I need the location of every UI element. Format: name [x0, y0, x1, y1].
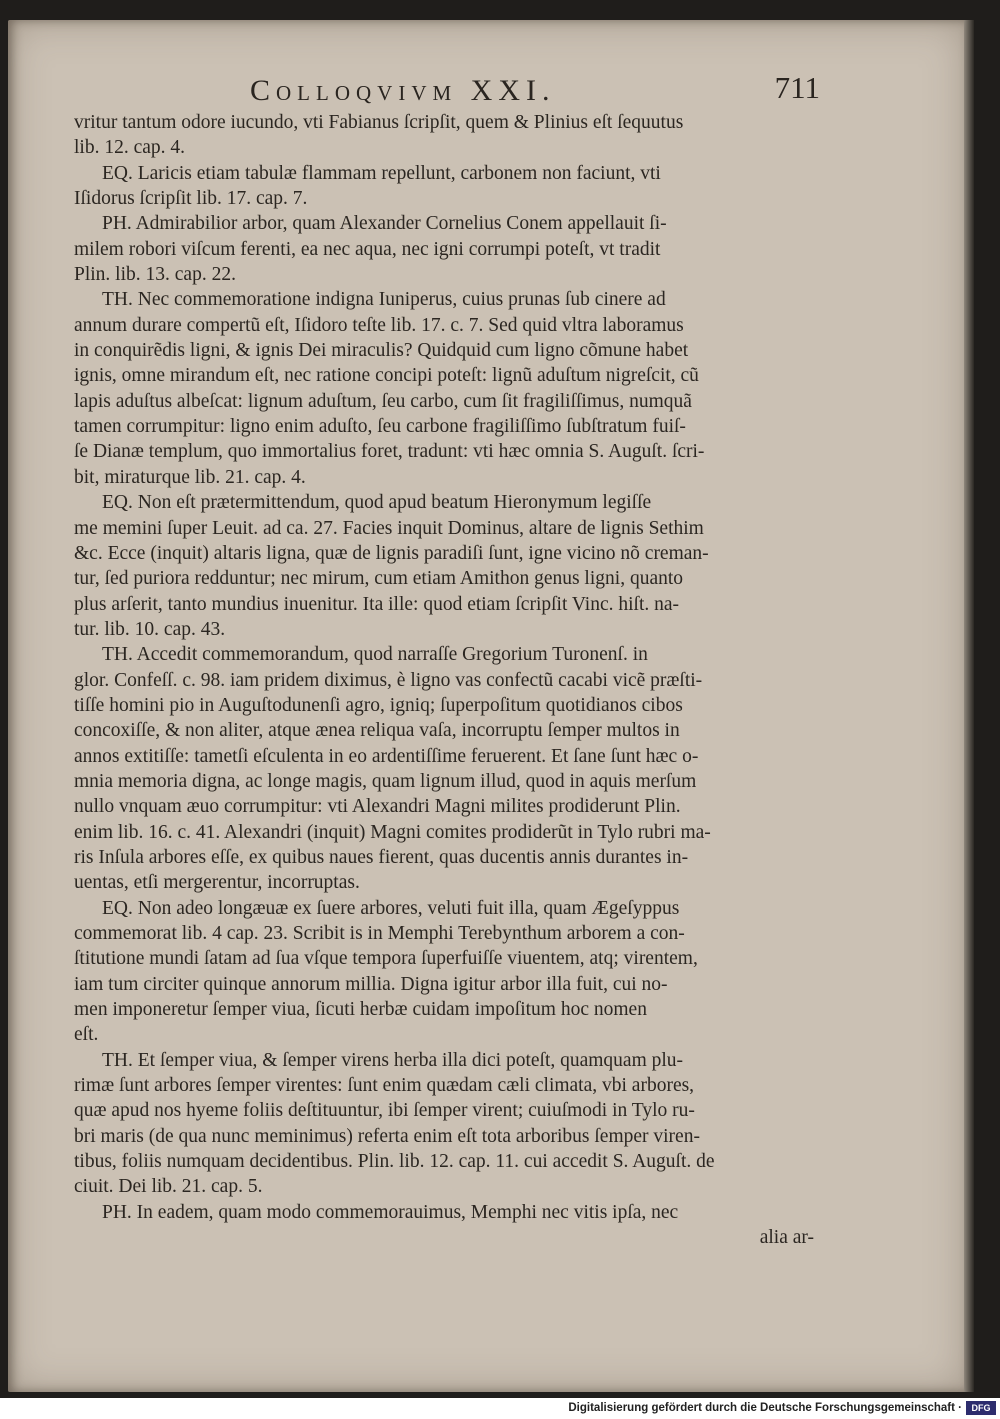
text-line: Plin. lib. 13. cap. 22. — [74, 264, 236, 286]
text-line: lapis aduſtus albeſcat: lignum aduſtum, ſeu carbo, cum ſit fragiliſſimus, numquã — [74, 390, 692, 412]
text-line: in conquirẽdis ligni, & ignis Dei miraculis? Quidquid cum ligno cõmune habet — [74, 340, 689, 362]
text-line: eſt. — [74, 1024, 99, 1046]
text-line: Iſidorus ſcripſit lib. 17. cap. 7. — [74, 188, 308, 210]
text-line: EQ. Non eſt prætermittendum, quod apud beatum Hieronymum legiſſe — [102, 492, 652, 514]
text-line: me memini ſuper Leuit. ad ca. 27. Facies inquit Dominus, altare de lignis Sethim — [74, 517, 704, 539]
text-line: TH. Nec commemoratione indigna Iuniperus, cuius prunas ſub cinere ad — [102, 289, 666, 311]
text-line: quæ apud nos hyeme foliis deſtituuntur, ibi ſemper virent; cuiuſmodi in Tylo ru- — [74, 1100, 695, 1122]
text-line: tur. lib. 10. cap. 43. — [74, 618, 226, 640]
text-line: annos extitiſſe: tametſi eſculenta in eo ardentiſſime feruerent. Et ſane ſunt hæc o- — [74, 745, 699, 767]
text-line: iam tum circiter quinque annorum millia. Digna igitur arbor illa fuit, cui no- — [74, 973, 668, 995]
funding-credit: Digitalisierung gefördert durch die Deutsche Forschungsgemeinschaft · — [568, 1402, 962, 1414]
text-line: TH. Et ſemper viua, & ſemper virens herba illa dici poteſt, quamquam plu- — [102, 1049, 684, 1071]
page-edge — [964, 20, 974, 1392]
text-line: PH. Admirabilior arbor, quam Alexander Cornelius Conem appellauit ſi- — [102, 213, 667, 235]
text-line: PH. In eadem, quam modo commemorauimus, Memphi nec vitis ipſa, nec — [102, 1201, 679, 1223]
text-line: ſtitutione mundi ſatam ad ſua vſque tempora ſuperfuiſſe viuentem, atq; virentem, — [74, 948, 698, 970]
text-line: rimæ ſunt arbores ſemper virentes: ſunt enim quædam cæli climata, vbi arbores, — [74, 1075, 695, 1097]
text-line: ſe Dianæ templum, quo immortalius foret, tradunt: vti hæc omnia S. Auguſt. ſcri- — [74, 441, 705, 463]
text-line: tibus, foliis numquam decidentibus. Plin. lib. 12. cap. 11. cui accedit S. Auguſt. de — [74, 1151, 715, 1173]
text-line: annum durare compertũ eſt, Iſidoro teſte lib. 17. c. 7. Sed quid vltra laboramus — [74, 314, 684, 336]
running-head: Colloqvivm XXI. — [250, 74, 556, 107]
text-line: milem robori viſcum ferenti, ea nec aqua, nec igni corrumpi poteſt, vt tradit — [74, 238, 661, 260]
text-line: uentas, etſi mergerentur, incorruptas. — [74, 872, 360, 894]
text-line: ciuit. Dei lib. 21. cap. 5. — [74, 1176, 263, 1198]
text-line: nullo vnquam æuo corrumpitur: vti Alexandri Magni milites prodiderunt Plin. — [74, 796, 681, 818]
catchword: alia ar- — [759, 1227, 814, 1249]
text-line: commemorat lib. 4 cap. 23. Scribit is in Memphi Terebynthum arborem a con- — [74, 923, 685, 944]
text-line: tur, ſed puriora redduntur; nec mirum, cum etiam Amithon genus ligni, quanto — [74, 568, 684, 590]
text-line: concoxiſſe, & non aliter, atque ænea reliqua vaſa, incorruptu ſemper multos in — [74, 720, 680, 742]
text-line: plus arſerit, tanto mundius inuenitur. Ita ille: quod etiam ſcripſit Vinc. hiſt. na- — [74, 593, 680, 615]
body-text — [74, 110, 814, 1250]
text-line: EQ. Laricis etiam tabulæ flammam repellunt, carbonem non faciunt, vti — [102, 162, 661, 184]
text-line: bri maris (de qua nunc meminimus) referta enim eſt tota arboribus ſemper viren- — [74, 1125, 700, 1147]
text-line: tamen corrumpitur: ligno enim aduſto, ſeu carbone fragiliſſimo ſubſtratum fuiſ- — [74, 416, 686, 438]
text-line: lib. 12. cap. 4. — [74, 137, 186, 159]
page-number: 711 — [774, 70, 820, 105]
text-line: EQ. Non adeo longæuæ ex ſuere arbores, veluti fuit illa, quam Ægeſyppus — [102, 897, 680, 919]
dfg-logo: DFG — [966, 1401, 996, 1415]
text-line: ignis, omne mirandum eſt, nec ratione concipi poteſt: lignũ aduſtum nigreſcit, cũ — [74, 365, 699, 387]
text-line: enim lib. 16. c. 41. Alexandri (inquit) Magni comites prodiderũt in Tylo rubri ma- — [74, 821, 711, 843]
text-line: ris Inſula arbores eſſe, ex quibus naues fierent, quas ducentis annis durantes in- — [74, 846, 689, 868]
text-line: vritur tantum odore iucundo, vti Fabianus ſcripſit, quem & Plinius eſt ſequutus — [74, 112, 684, 133]
text-line: bit, miraturque lib. 21. cap. 4. — [74, 466, 306, 488]
text-line: tiſſe homini pio in Auguſtodunenſi agro, igniq; ſuperpoſitum quotidianos cibos — [74, 694, 683, 716]
text-line: mnia memoria digna, ac longe magis, quam lignum illud, quod in aquis merſum — [74, 770, 697, 792]
text-line: &c. Ecce (inquit) altaris ligna, quæ de lignis paradiſi ſunt, igne vicino nõ creman- — [74, 542, 709, 564]
text-line: glor. Confeſſ. c. 98. iam pridem diximus, è ligno vas confectũ cacabi vicẽ præſti- — [74, 669, 703, 691]
text-line: men imponeretur ſemper viua, ſicuti herbæ cuidam impoſitum hoc nomen — [74, 999, 647, 1021]
text-line: TH. Accedit commemorandum, quod narraſſe Gregorium Turonenſ. in — [102, 644, 648, 666]
